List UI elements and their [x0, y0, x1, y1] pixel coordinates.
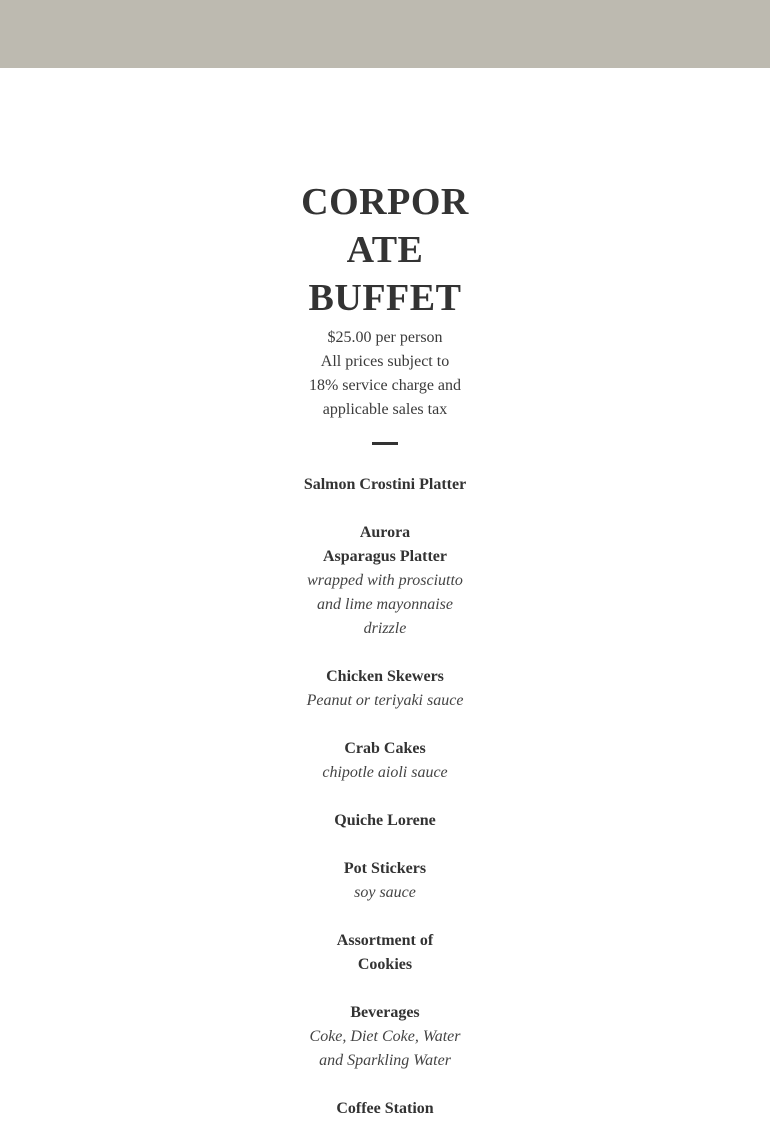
menu-item-description [295, 689, 475, 713]
menu-title [295, 178, 475, 322]
menu-item-name-line: Coffee Station [336, 1100, 434, 1117]
header-band [0, 0, 770, 68]
menu-item [295, 737, 475, 785]
menu-title-line: CORPOR [301, 181, 469, 223]
menu-item-description-line: drizzle [363, 620, 407, 637]
menu-item-description [295, 569, 475, 641]
menu-item-name-line: Crab Cakes [344, 740, 426, 757]
price-note-line: 18% service charge and [308, 377, 462, 394]
menu-item-name [295, 929, 475, 977]
menu-item-description-line: chipotle aioli sauce [322, 764, 448, 781]
price-info [295, 326, 475, 422]
menu-item-name-line: Assortment of [336, 932, 434, 949]
menu-title-line: ATE [346, 229, 424, 271]
price-note-line: applicable sales tax [322, 401, 448, 418]
menu-items-list [295, 473, 475, 1121]
menu-item-name [295, 665, 475, 689]
menu-item-name-line: Asparagus Platter [323, 548, 447, 565]
menu-item-description [295, 881, 475, 905]
menu-item-name-line: Salmon Crostini Platter [303, 476, 467, 493]
menu-item [295, 1097, 475, 1121]
menu-item-name [295, 737, 475, 761]
menu-item-name-line: Chicken Skewers [326, 668, 444, 685]
menu-item [295, 473, 475, 497]
divider [372, 442, 398, 445]
menu-item-name-line: Cookies [357, 956, 413, 973]
menu-item [295, 521, 475, 641]
menu-item-name-line: Pot Stickers [343, 860, 427, 877]
menu-item-name-line: Aurora [359, 524, 411, 541]
menu-item-name [295, 809, 475, 833]
menu-item-description-line: Peanut or teriyaki sauce [306, 692, 464, 709]
menu-item [295, 809, 475, 833]
menu-item-name [295, 1097, 475, 1121]
menu-item [295, 665, 475, 713]
menu-item-description [295, 1025, 475, 1073]
menu-item-description-line: wrapped with prosciutto [307, 572, 463, 589]
menu-item [295, 857, 475, 905]
menu-item-name-line: Beverages [350, 1004, 420, 1021]
menu-item-description [295, 761, 475, 785]
menu-item-name [295, 473, 475, 497]
menu-title-line: BUFFET [308, 277, 462, 319]
menu-item-name [295, 1001, 475, 1025]
menu-item [295, 929, 475, 977]
menu-section [295, 178, 475, 1145]
menu-item-description-line: Coke, Diet Coke, Water [309, 1028, 461, 1045]
price-line: $25.00 per person [327, 329, 443, 346]
menu-item-name-line: Quiche Lorene [334, 812, 436, 829]
menu-item-name [295, 857, 475, 881]
price-note-line: All prices subject to [320, 353, 450, 370]
menu-item-description-line: and Sparkling Water [319, 1052, 451, 1069]
menu-item [295, 1001, 475, 1073]
menu-item-name [295, 521, 475, 569]
menu-item-description-line: and lime mayonnaise [317, 596, 453, 613]
menu-item-description-line: soy sauce [354, 884, 416, 901]
